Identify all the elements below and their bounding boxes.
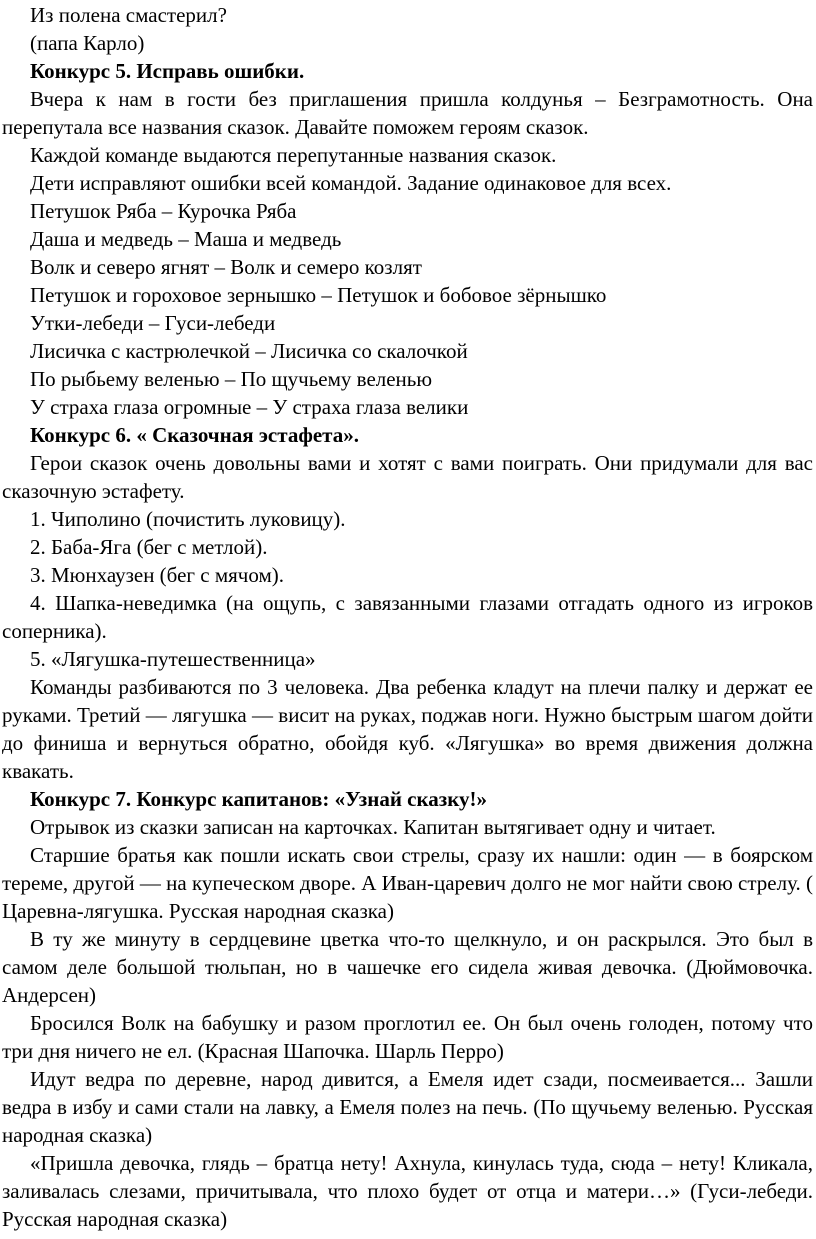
fairy-tale-excerpt: В ту же минуту в сердцевине цветка что-то щелкнуло, и он раскрылся. Это был в самом деле большой тюльпан, но в чашечке его сидела живая девочка. (Дюймовочка. Андерсен) xyxy=(2,927,813,1007)
fairy-tale-excerpt: Идут ведра по деревне, народ дивится, а Емеля идет сзади, посмеивается... Зашли ведра в избу и сами стали на лавку, а Емеля полез на печь. (По щучьему веленью. Русская народная сказка) xyxy=(2,1067,813,1147)
fairy-tale-correction: Петушок Ряба – Курочка Ряба xyxy=(30,199,297,223)
fairy-tale-correction: У страха глаза огромные – У страха глаза велики xyxy=(30,395,469,419)
contest-5-intro: Вчера к нам в гости без приглашения пришла колдунья – Безграмотность. Она перепутала все названия сказок. Давайте поможем героям сказок. xyxy=(2,87,813,139)
fairy-tale-excerpt: Бросился Волк на бабушку и разом проглотил ее. Он был очень голоден, потому что три дня ничего не ел. (Красная Шапочка. Шарль Перро) xyxy=(2,1011,813,1063)
answer-line: (папа Карло) xyxy=(30,31,145,55)
relay-item: 3. Мюнхаузен (бег с мячом). xyxy=(30,563,284,587)
relay-item: 5. «Лягушка-путешественница» xyxy=(30,647,316,671)
relay-rules: Команды разбиваются по 3 человека. Два ребенка кладут на плечи палку и держат ее руками. Третий — лягушка — висит на руках, поджав ноги. Нужно быстрым шагом дойти до финиша и вернуться обратно, обойдя куб. «Лягушка» во время движения должна квакать. xyxy=(2,675,813,783)
document-page xyxy=(0,1,816,1239)
relay-item: 1. Чиполино (почистить луковицу). xyxy=(30,507,346,531)
contest-7-intro: Отрывок из сказки записан на карточках. Капитан вытягивает одну и читает. xyxy=(30,815,716,839)
fairy-tale-correction: Петушок и гороховое зернышко – Петушок и бобовое зёрнышко xyxy=(30,283,607,307)
fairy-tale-excerpt: Старшие братья как пошли искать свои стрелы, сразу их нашли: один — в боярском тереме, другой — на купеческом дворе. А Иван-царевич долго не мог найти свою стрелу. ( Царевна-лягушка. Русская народная сказка) xyxy=(2,843,813,923)
contest-6-intro: Герои сказок очень довольны вами и хотят с вами поиграть. Они придумали для вас сказочную эстафету. xyxy=(2,451,813,503)
fairy-tale-excerpt: «Пришла девочка, глядь – братца нету! Ахнула, кинулась туда, сюда – нету! Кликала, заливалась слезами, причитывала, что плохо будет от отца и матери…» (Гуси-лебеди. Русская народная сказка) xyxy=(2,1151,813,1231)
fairy-tale-correction: Даша и медведь – Маша и медведь xyxy=(30,227,342,251)
contest-5-instruction-1: Каждой команде выдаются перепутанные названия сказок. xyxy=(30,143,557,167)
contest-7-heading: Конкурс 7. Конкурс капитанов: «Узнай сказку!» xyxy=(30,787,488,811)
answer-question-line: Из полена смастерил? xyxy=(30,3,227,27)
contest-6-heading: Конкурс 6. « Сказочная эстафета». xyxy=(30,423,359,447)
fairy-tale-correction: Утки-лебеди – Гуси-лебеди xyxy=(30,311,276,335)
contest-5-instruction-2: Дети исправляют ошибки всей командой. Задание одинаковое для всех. xyxy=(30,171,672,195)
fairy-tale-correction: Лисичка с кастрюлечкой – Лисичка со скалочкой xyxy=(30,339,468,363)
contest-5-heading: Конкурс 5. Исправь ошибки. xyxy=(30,59,305,83)
relay-item: 2. Баба-Яга (бег с метлой). xyxy=(30,535,268,559)
relay-item: 4. Шапка-неведимка (на ощупь, с завязанными глазами отгадать одного из игроков соперника). xyxy=(2,591,813,643)
fairy-tale-correction: По рыбьему веленью – По щучьему веленью xyxy=(30,367,433,391)
fairy-tale-correction: Волк и северо ягнят – Волк и семеро козлят xyxy=(30,255,422,279)
